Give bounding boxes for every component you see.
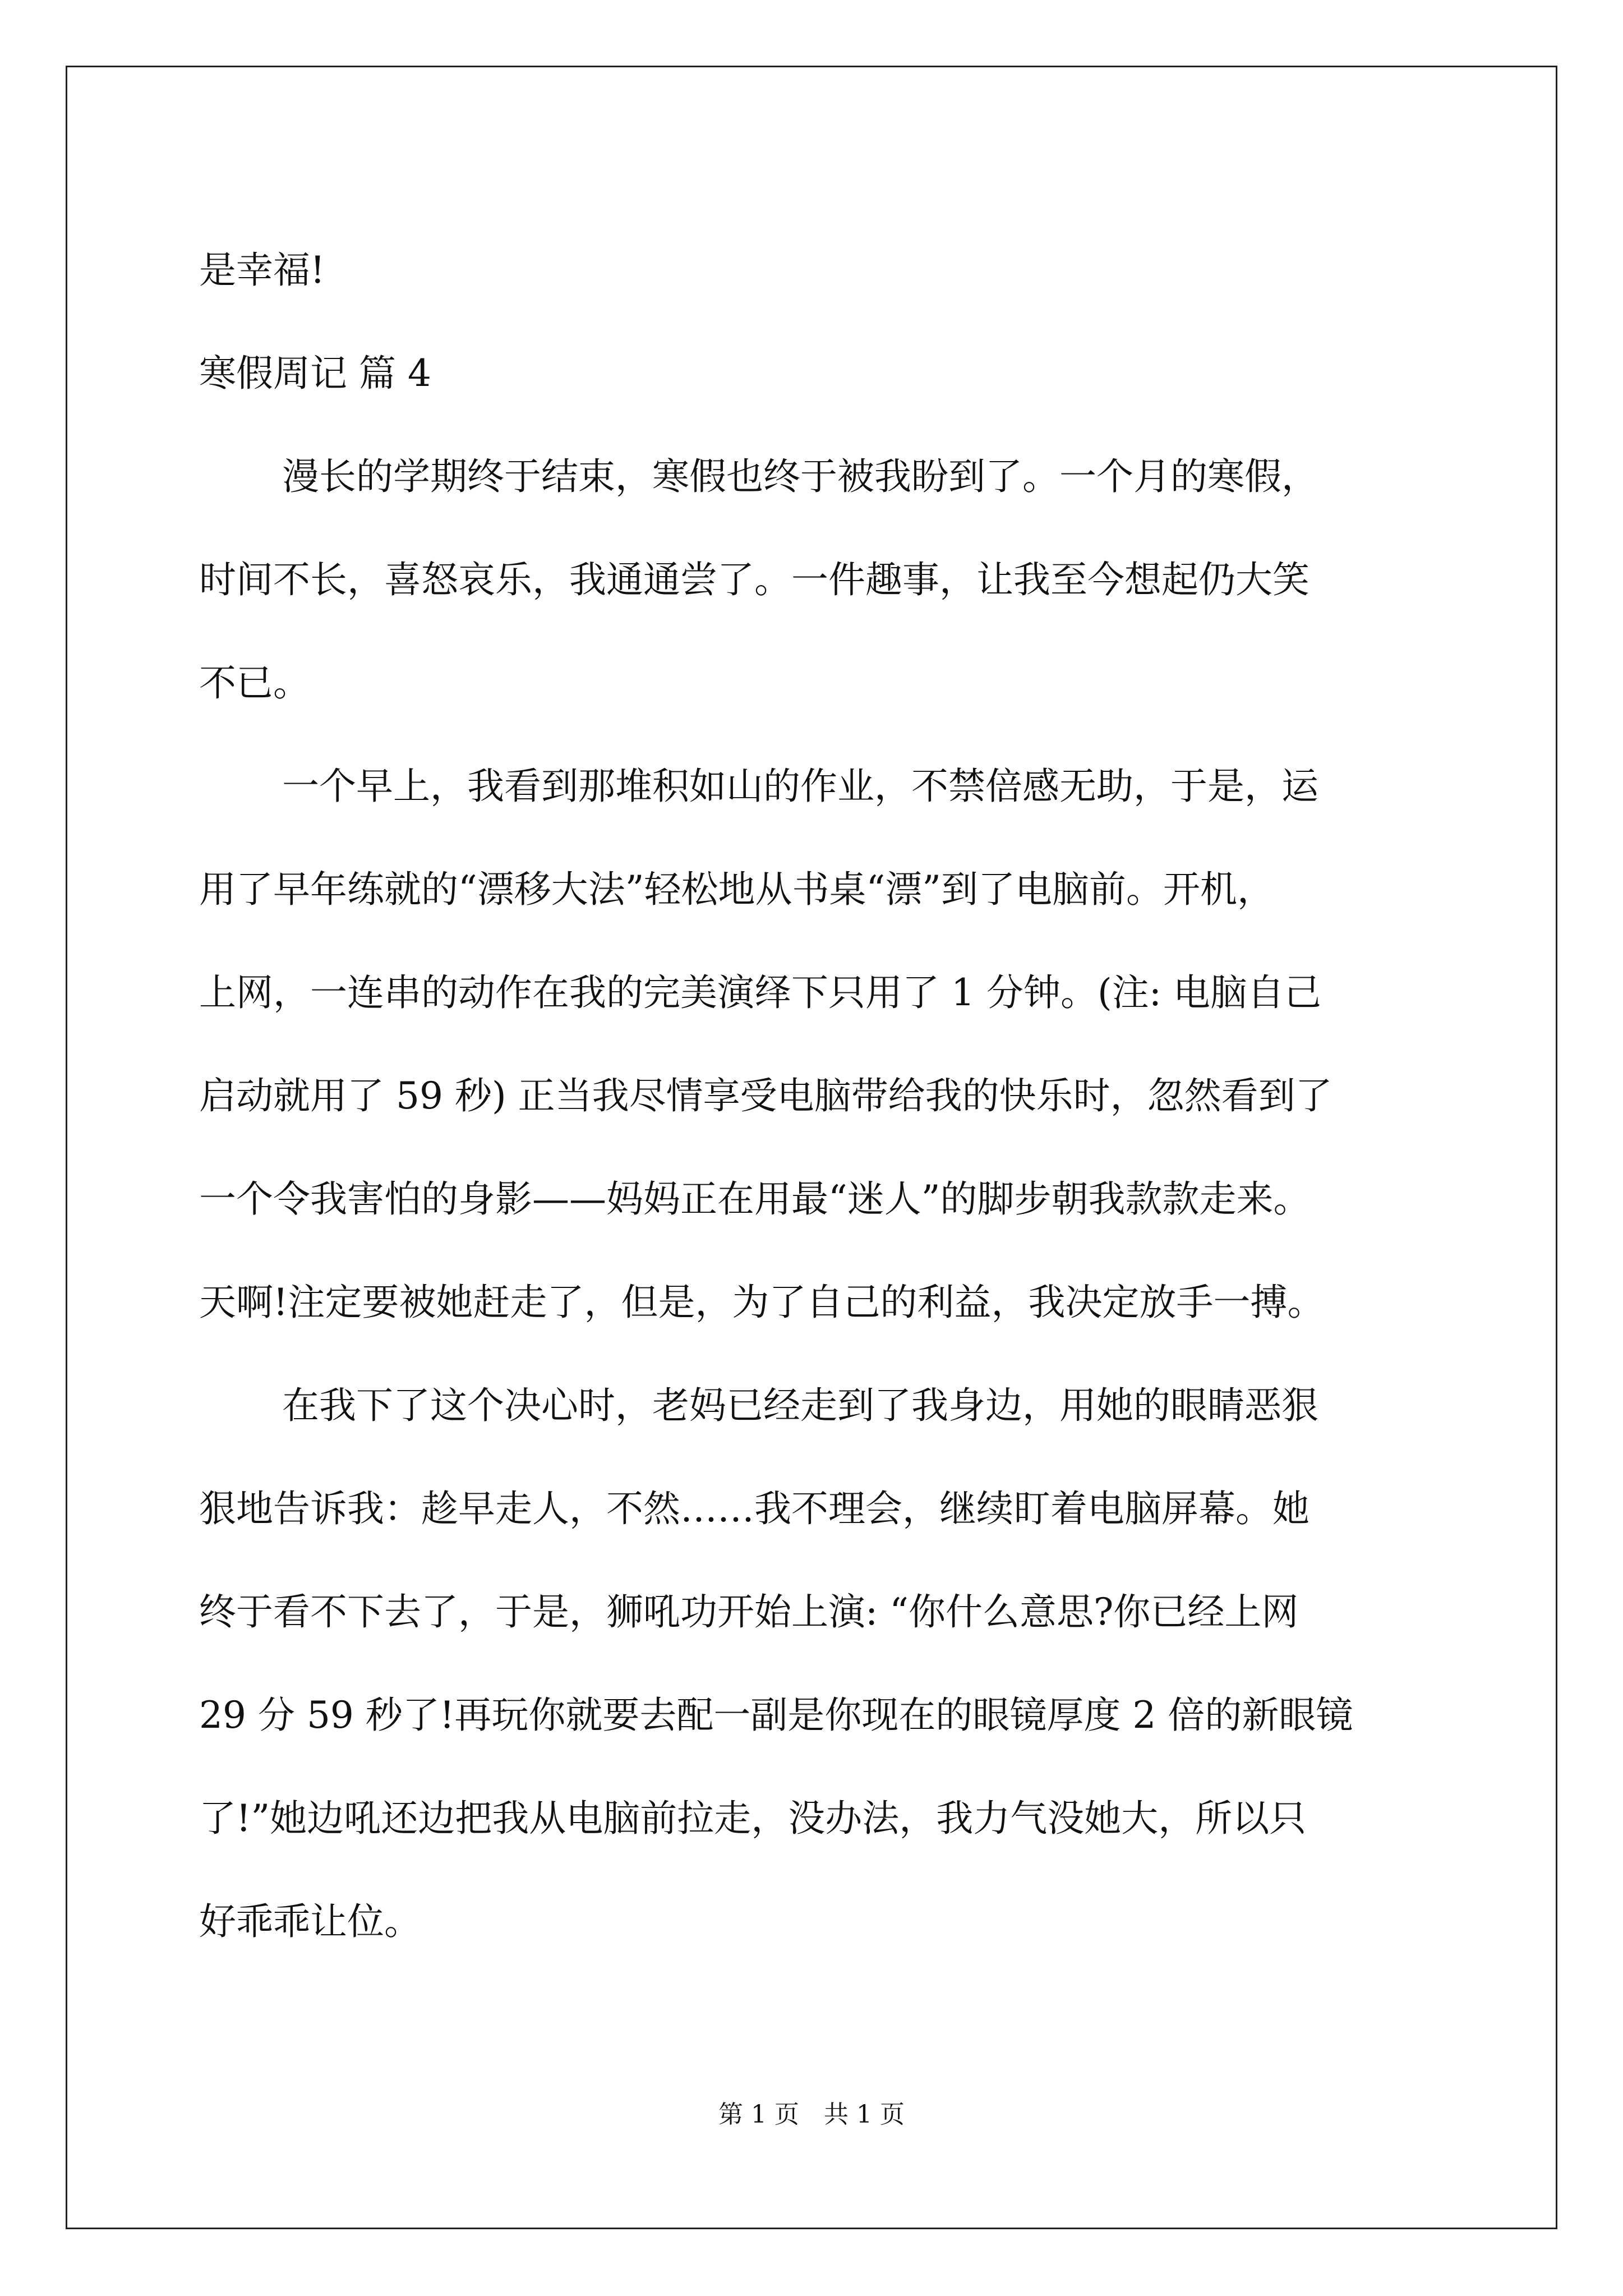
text-line-12: 在我下了这个决心时，老妈已经走到了我身边，用她的眼睛恶狠 xyxy=(282,1384,1318,1427)
text-line-11: 天啊!注定要被她赶走了，但是，为了自己的利益，我决定放手一搏。 xyxy=(199,1281,1325,1324)
text-line-3: 漫长的学期终于结束，寒假也终于被我盼到了。一个月的寒假， xyxy=(282,455,1318,498)
text-line-5: 不已。 xyxy=(199,661,310,705)
text-line-1: 是幸福! xyxy=(199,249,325,292)
text-line-4: 时间不长，喜怒哀乐，我通通尝了。一件趣事，让我至今想起仍大笑 xyxy=(199,558,1310,601)
text-line-8: 上网，一连串的动作在我的完美演绎下只用了 1 分钟。(注: 电脑自己 xyxy=(199,971,1321,1014)
text-line-10: 一个令我害怕的身影——妈妈正在用最“迷人”的脚步朝我款款走来。 xyxy=(199,1177,1311,1221)
page-number-footer: 第 1 页 共 1 页 xyxy=(718,2100,905,2129)
text-line-13: 狠地告诉我：趁早走人，不然……我不理会，继续盯着电脑屏幕。她 xyxy=(199,1487,1310,1530)
section-heading: 寒假周记 篇 4 xyxy=(199,352,431,395)
text-line-14: 终于看不下去了，于是，狮吼功开始上演: “你什么意思?你已经上网 xyxy=(199,1590,1299,1634)
document-body xyxy=(199,219,1427,1973)
text-line-7: 用了早年练就的“漂移大法”轻松地从书桌“漂”到了电脑前。开机， xyxy=(199,868,1274,911)
text-line-9: 启动就用了 59 秒) 正当我尽情享受电脑带给我的快乐时，忽然看到了 xyxy=(199,1074,1332,1117)
text-line-17: 好乖乖让位。 xyxy=(199,1900,421,1943)
text-line-15: 29 分 59 秒了!再玩你就要去配一副是你现在的眼镜厚度 2 倍的新眼镜 xyxy=(199,1694,1353,1737)
text-line-6: 一个早上，我看到那堆积如山的作业，不禁倍感无助，于是，运 xyxy=(282,765,1318,808)
text-line-16: 了!”她边吼还边把我从电脑前拉走，没办法，我力气没她大，所以只 xyxy=(199,1797,1307,1840)
